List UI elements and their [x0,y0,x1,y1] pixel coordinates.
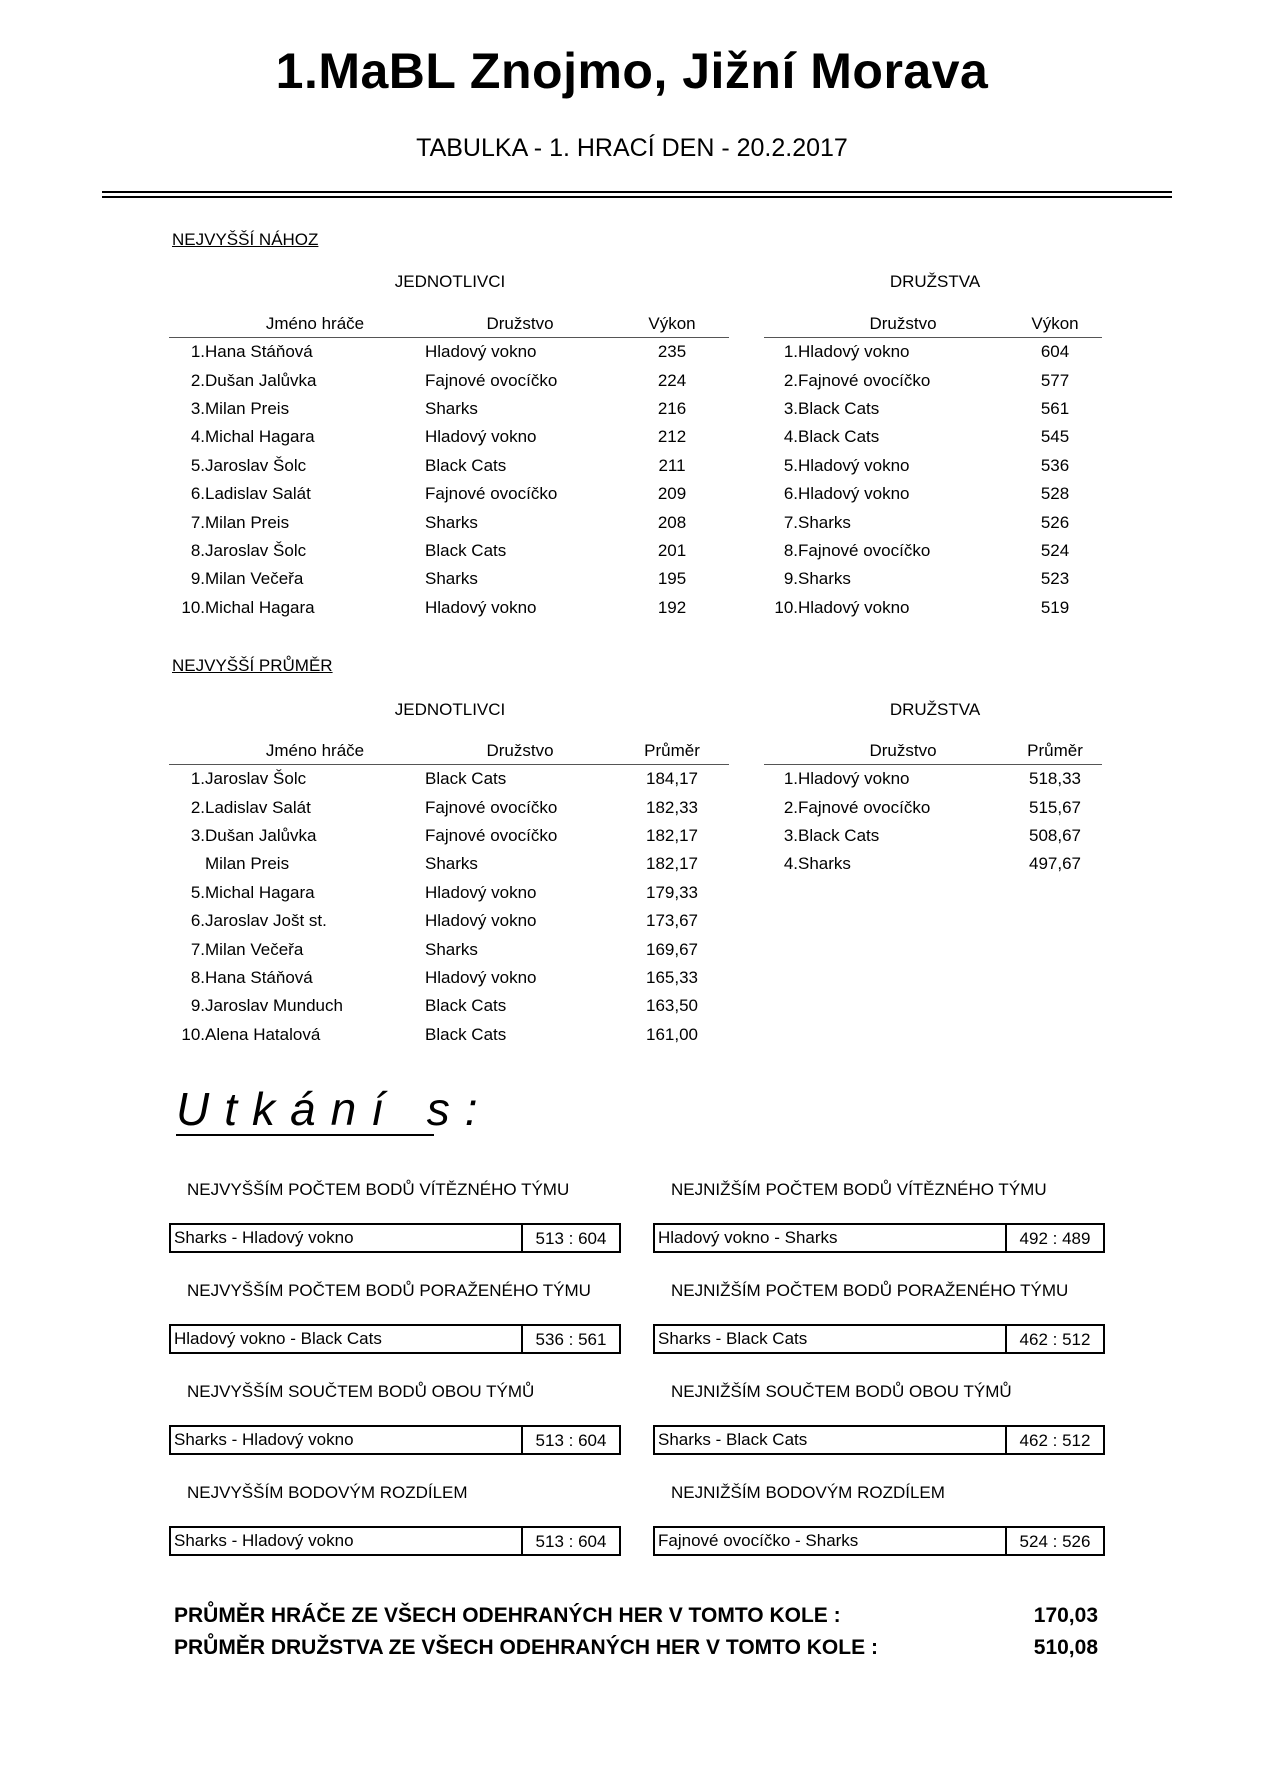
value-cell: 165,33 [646,967,698,987]
prumer-team-table [764,730,1102,879]
rank-cell: 5. [190,455,205,475]
rank-cell: 5. [783,455,798,475]
table-row [764,480,1102,508]
value-cell: 201 [657,540,687,560]
record-box [653,1425,1105,1455]
rank-cell: 6. [783,484,798,504]
table-row [764,850,1102,878]
rank-cell: 2. [190,370,205,390]
page-title: 1.MaBL Znojmo, Jižní Morava [275,43,989,99]
team-cell: Sharks [798,854,851,874]
player-cell: Michal Hagara [205,597,315,617]
match-record [653,1281,1105,1354]
header-rank [764,730,798,765]
value-cell: 212 [657,427,687,447]
team-average-label: PRŮMĚR DRUŽSTVA ZE VŠECH ODEHRANÝCH HER V TOMTO KOLE : [174,1636,878,1659]
value-cell: 518,33 [1029,769,1081,789]
record-score: 513 : 604 [521,1528,619,1554]
team-cell: Hladový vokno [425,911,537,931]
value-cell: 169,67 [646,939,698,959]
record-label: NEJVYŠŠÍM POČTEM BODŮ PORAŽENÉHO TÝMU [187,1281,591,1300]
record-box [169,1526,621,1556]
team-cell: Black Cats [425,769,507,789]
rank-cell: 4. [783,854,798,874]
record-label: NEJNIŽŠÍM BODOVÝM ROZDÍLEM [671,1483,945,1502]
player-cell: Michal Hagara [205,882,315,902]
header-team: Družstvo [425,730,615,765]
record-match: Hladový vokno - Black Cats [174,1329,382,1348]
record-score: 492 : 489 [1005,1225,1103,1251]
team-cell: Black Cats [425,455,507,475]
player-average-label: PRŮMĚR HRÁČE ZE VŠECH ODEHRANÝCH HER V TOMTO KOLE : [174,1604,841,1627]
section-prumer-label: NEJVYŠŠÍ PRŮMĚR [172,656,333,675]
table-row [169,793,729,821]
rank-cell: 10. [181,1024,205,1044]
value-cell: 508,67 [1029,825,1081,845]
value-cell: 519 [1040,597,1070,617]
rank-cell: 1. [190,342,205,362]
nahoz-team-table [764,303,1102,622]
team-cell: Black Cats [425,996,507,1016]
value-cell: 224 [657,370,687,390]
value-cell: 192 [657,597,687,617]
match-record [653,1483,1105,1556]
rank-cell: 7. [190,512,205,532]
table-row [169,907,729,935]
header-value: Výkon [1008,303,1102,338]
team-cell: Hladový vokno [425,342,537,362]
team-cell: Hladový vokno [798,769,910,789]
team-cell: Hladový vokno [425,427,537,447]
table-row [169,480,729,508]
value-cell: 545 [1040,427,1070,447]
rank-cell: 7. [783,512,798,532]
table-row [764,423,1102,451]
table-row [169,395,729,423]
value-cell: 523 [1040,569,1070,589]
table-header-row [764,730,1102,765]
value-cell: 179,33 [646,882,698,902]
value-cell: 163,50 [646,996,698,1016]
table-row [169,964,729,992]
team-cell: Hladový vokno [798,342,910,362]
record-match: Sharks - Black Cats [658,1329,808,1348]
team-cell: Fajnové ovocíčko [798,370,931,390]
table-row [169,338,729,367]
table-row [764,537,1102,565]
table-row [169,935,729,963]
utkani-heading: Utkání s: [176,1083,493,1135]
rank-cell: 3. [190,398,205,418]
match-record [169,1281,621,1354]
rank-cell: 8. [783,540,798,560]
rank-cell: 2. [783,370,798,390]
value-cell: 184,17 [646,769,698,789]
record-box [169,1223,621,1253]
table-row [169,423,729,451]
table-row [169,1021,729,1049]
team-cell: Sharks [798,569,851,589]
player-cell: Michal Hagara [205,427,315,447]
team-cell: Fajnové ovocíčko [798,797,931,817]
player-cell: Ladislav Salát [205,797,311,817]
nahoz-team-label: DRUŽSTVA [889,272,981,291]
value-cell: 182,33 [646,797,698,817]
table-row [169,594,729,622]
team-cell: Black Cats [425,540,507,560]
value-cell: 497,67 [1029,854,1081,874]
record-label: NEJNIŽŠÍM POČTEM BODŮ PORAŽENÉHO TÝMU [671,1281,1069,1300]
value-cell: 528 [1040,484,1070,504]
header-value: Výkon [615,303,729,338]
record-match: Hladový vokno - Sharks [658,1228,838,1247]
team-cell: Sharks [425,512,478,532]
record-box [653,1223,1105,1253]
section-nahoz-label: NEJVYŠŠÍ NÁHOZ [172,230,319,249]
table-row [169,508,729,536]
table-row [169,366,729,394]
player-cell: Milan Večeřa [205,939,304,959]
player-average-value: 170,03 [1033,1604,1098,1627]
player-cell: Milan Preis [205,854,290,874]
record-score: 513 : 604 [521,1225,619,1251]
rank-cell: 9. [190,569,205,589]
prumer-individual-label: JEDNOTLIVCI [394,700,506,719]
rank-cell: 9. [783,569,798,589]
prumer-individual-table [169,730,729,1049]
table-row [169,537,729,565]
value-cell: 161,00 [646,1024,698,1044]
record-label: NEJNIŽŠÍM POČTEM BODŮ VÍTĚZNÉHO TÝMU [671,1180,1047,1199]
header-player: Jméno hráče [205,303,425,338]
match-record [653,1180,1105,1253]
team-cell: Fajnové ovocíčko [425,825,558,845]
record-match: Sharks - Hladový vokno [174,1531,354,1550]
rank-cell: 2. [783,797,798,817]
team-cell: Hladový vokno [425,597,537,617]
team-cell: Sharks [425,854,478,874]
record-box [169,1425,621,1455]
player-cell: Dušan Jalůvka [205,370,317,390]
table-row [169,879,729,907]
table-row [764,338,1102,367]
team-cell: Black Cats [425,1024,507,1044]
record-match: Sharks - Black Cats [658,1430,808,1449]
value-cell: 526 [1040,512,1070,532]
team-cell: Fajnové ovocíčko [425,797,558,817]
record-score: 462 : 512 [1005,1326,1103,1352]
record-match: Sharks - Hladový vokno [174,1228,354,1247]
record-label: NEJVYŠŠÍM SOUČTEM BODŮ OBOU TÝMŮ [187,1382,535,1401]
rank-cell: 3. [783,398,798,418]
header-value: Průměr [615,730,729,765]
rank-cell: 3. [783,825,798,845]
value-cell: 561 [1040,398,1070,418]
value-cell: 182,17 [646,854,698,874]
table-row [764,594,1102,622]
value-cell: 216 [657,398,687,418]
player-cell: Milan Preis [205,512,290,532]
header-team: Družstvo [425,303,615,338]
team-average-value: 510,08 [1033,1636,1098,1659]
player-cell: Jaroslav Šolc [205,769,307,789]
rank-cell: 10. [181,597,205,617]
record-score: 536 : 561 [521,1326,619,1352]
team-cell: Sharks [425,398,478,418]
header-rank [169,303,205,338]
rank-cell: 9. [190,996,205,1016]
table-row [169,565,729,593]
rank-cell: 3. [190,825,205,845]
header-player: Jméno hráče [205,730,425,765]
player-cell: Hana Stáňová [205,342,313,362]
value-cell: 524 [1040,540,1070,560]
player-cell: Milan Preis [205,398,290,418]
team-cell: Black Cats [798,427,880,447]
value-cell: 235 [657,342,687,362]
rank-cell: 6. [190,911,205,931]
utkani-underline [176,1134,434,1136]
rank-cell: 8. [190,540,205,560]
prumer-team-label: DRUŽSTVA [889,700,981,719]
record-score: 513 : 604 [521,1427,619,1453]
record-box [653,1526,1105,1556]
match-record [653,1382,1105,1455]
team-cell: Hladový vokno [425,967,537,987]
value-cell: 604 [1040,342,1070,362]
value-cell: 195 [657,569,687,589]
team-cell: Black Cats [798,398,880,418]
table-header-row [169,303,729,338]
header-team: Družstvo [798,303,1008,338]
table-row [764,366,1102,394]
player-cell: Jaroslav Jošt st. [205,911,327,931]
page-subtitle: TABULKA - 1. HRACÍ DEN - 20.2.2017 [416,134,848,162]
header-value: Průměr [1008,730,1102,765]
table-row [764,508,1102,536]
header-rank [764,303,798,338]
team-average-row [174,1636,1098,1660]
table-row [764,565,1102,593]
player-cell: Dušan Jalůvka [205,825,317,845]
rank-cell: 10. [774,597,798,617]
table-row [169,452,729,480]
value-cell: 173,67 [646,911,698,931]
player-cell: Hana Stáňová [205,967,313,987]
value-cell: 208 [657,512,687,532]
rank-cell: 4. [190,427,205,447]
player-cell: Ladislav Salát [205,484,311,504]
team-cell: Sharks [425,939,478,959]
rank-cell: 4. [783,427,798,447]
table-row [764,822,1102,850]
rank-cell: 8. [190,967,205,987]
player-cell: Milan Večeřa [205,569,304,589]
rank-cell [169,850,205,878]
record-score: 462 : 512 [1005,1427,1103,1453]
nahoz-individual-label: JEDNOTLIVCI [394,272,506,291]
rank-cell: 5. [190,882,205,902]
player-cell: Jaroslav Šolc [205,540,307,560]
team-cell: Black Cats [798,825,880,845]
record-match: Fajnové ovocíčko - Sharks [658,1531,859,1550]
match-record [169,1483,621,1556]
table-header-row [169,730,729,765]
record-box [653,1324,1105,1354]
rank-cell: 7. [190,939,205,959]
nahoz-individual-table [169,303,729,622]
value-cell: 577 [1040,370,1070,390]
match-record [169,1382,621,1455]
record-label: NEJNIŽŠÍM SOUČTEM BODŮ OBOU TÝMŮ [671,1382,1012,1401]
table-row [169,850,729,878]
value-cell: 182,17 [646,825,698,845]
value-cell: 536 [1040,455,1070,475]
team-cell: Sharks [798,512,851,532]
rank-cell: 6. [190,484,205,504]
header-rank [169,730,205,765]
value-cell: 211 [658,455,686,475]
team-cell: Sharks [425,569,478,589]
table-header-row [764,303,1102,338]
team-cell: Hladový vokno [798,484,910,504]
team-cell: Hladový vokno [798,455,910,475]
header-rule-top [102,191,1172,193]
record-box [169,1324,621,1354]
header-rule-bottom [102,196,1172,198]
table-row [764,452,1102,480]
header-team: Družstvo [798,730,1008,765]
table-row [169,992,729,1020]
rank-cell: 2. [190,797,205,817]
rank-cell: 1. [190,769,205,789]
match-record [169,1180,621,1253]
record-label: NEJVYŠŠÍM BODOVÝM ROZDÍLEM [187,1483,468,1502]
team-cell: Hladový vokno [425,882,537,902]
value-cell: 515,67 [1029,797,1081,817]
team-cell: Fajnové ovocíčko [425,370,558,390]
table-row [169,765,729,794]
team-cell: Hladový vokno [798,597,910,617]
player-cell: Jaroslav Munduch [205,996,343,1016]
team-cell: Fajnové ovocíčko [425,484,558,504]
record-score: 524 : 526 [1005,1528,1103,1554]
table-row [764,765,1102,794]
rank-cell: 1. [783,769,798,789]
player-cell: Alena Hatalová [205,1024,321,1044]
table-row [764,395,1102,423]
player-average-row [174,1604,1098,1628]
record-label: NEJVYŠŠÍM POČTEM BODŮ VÍTĚZNÉHO TÝMU [187,1180,570,1199]
record-match: Sharks - Hladový vokno [174,1430,354,1449]
value-cell: 209 [657,484,687,504]
table-row [764,793,1102,821]
player-cell: Jaroslav Šolc [205,455,307,475]
table-row [169,822,729,850]
rank-cell: 1. [783,342,798,362]
team-cell: Fajnové ovocíčko [798,540,931,560]
